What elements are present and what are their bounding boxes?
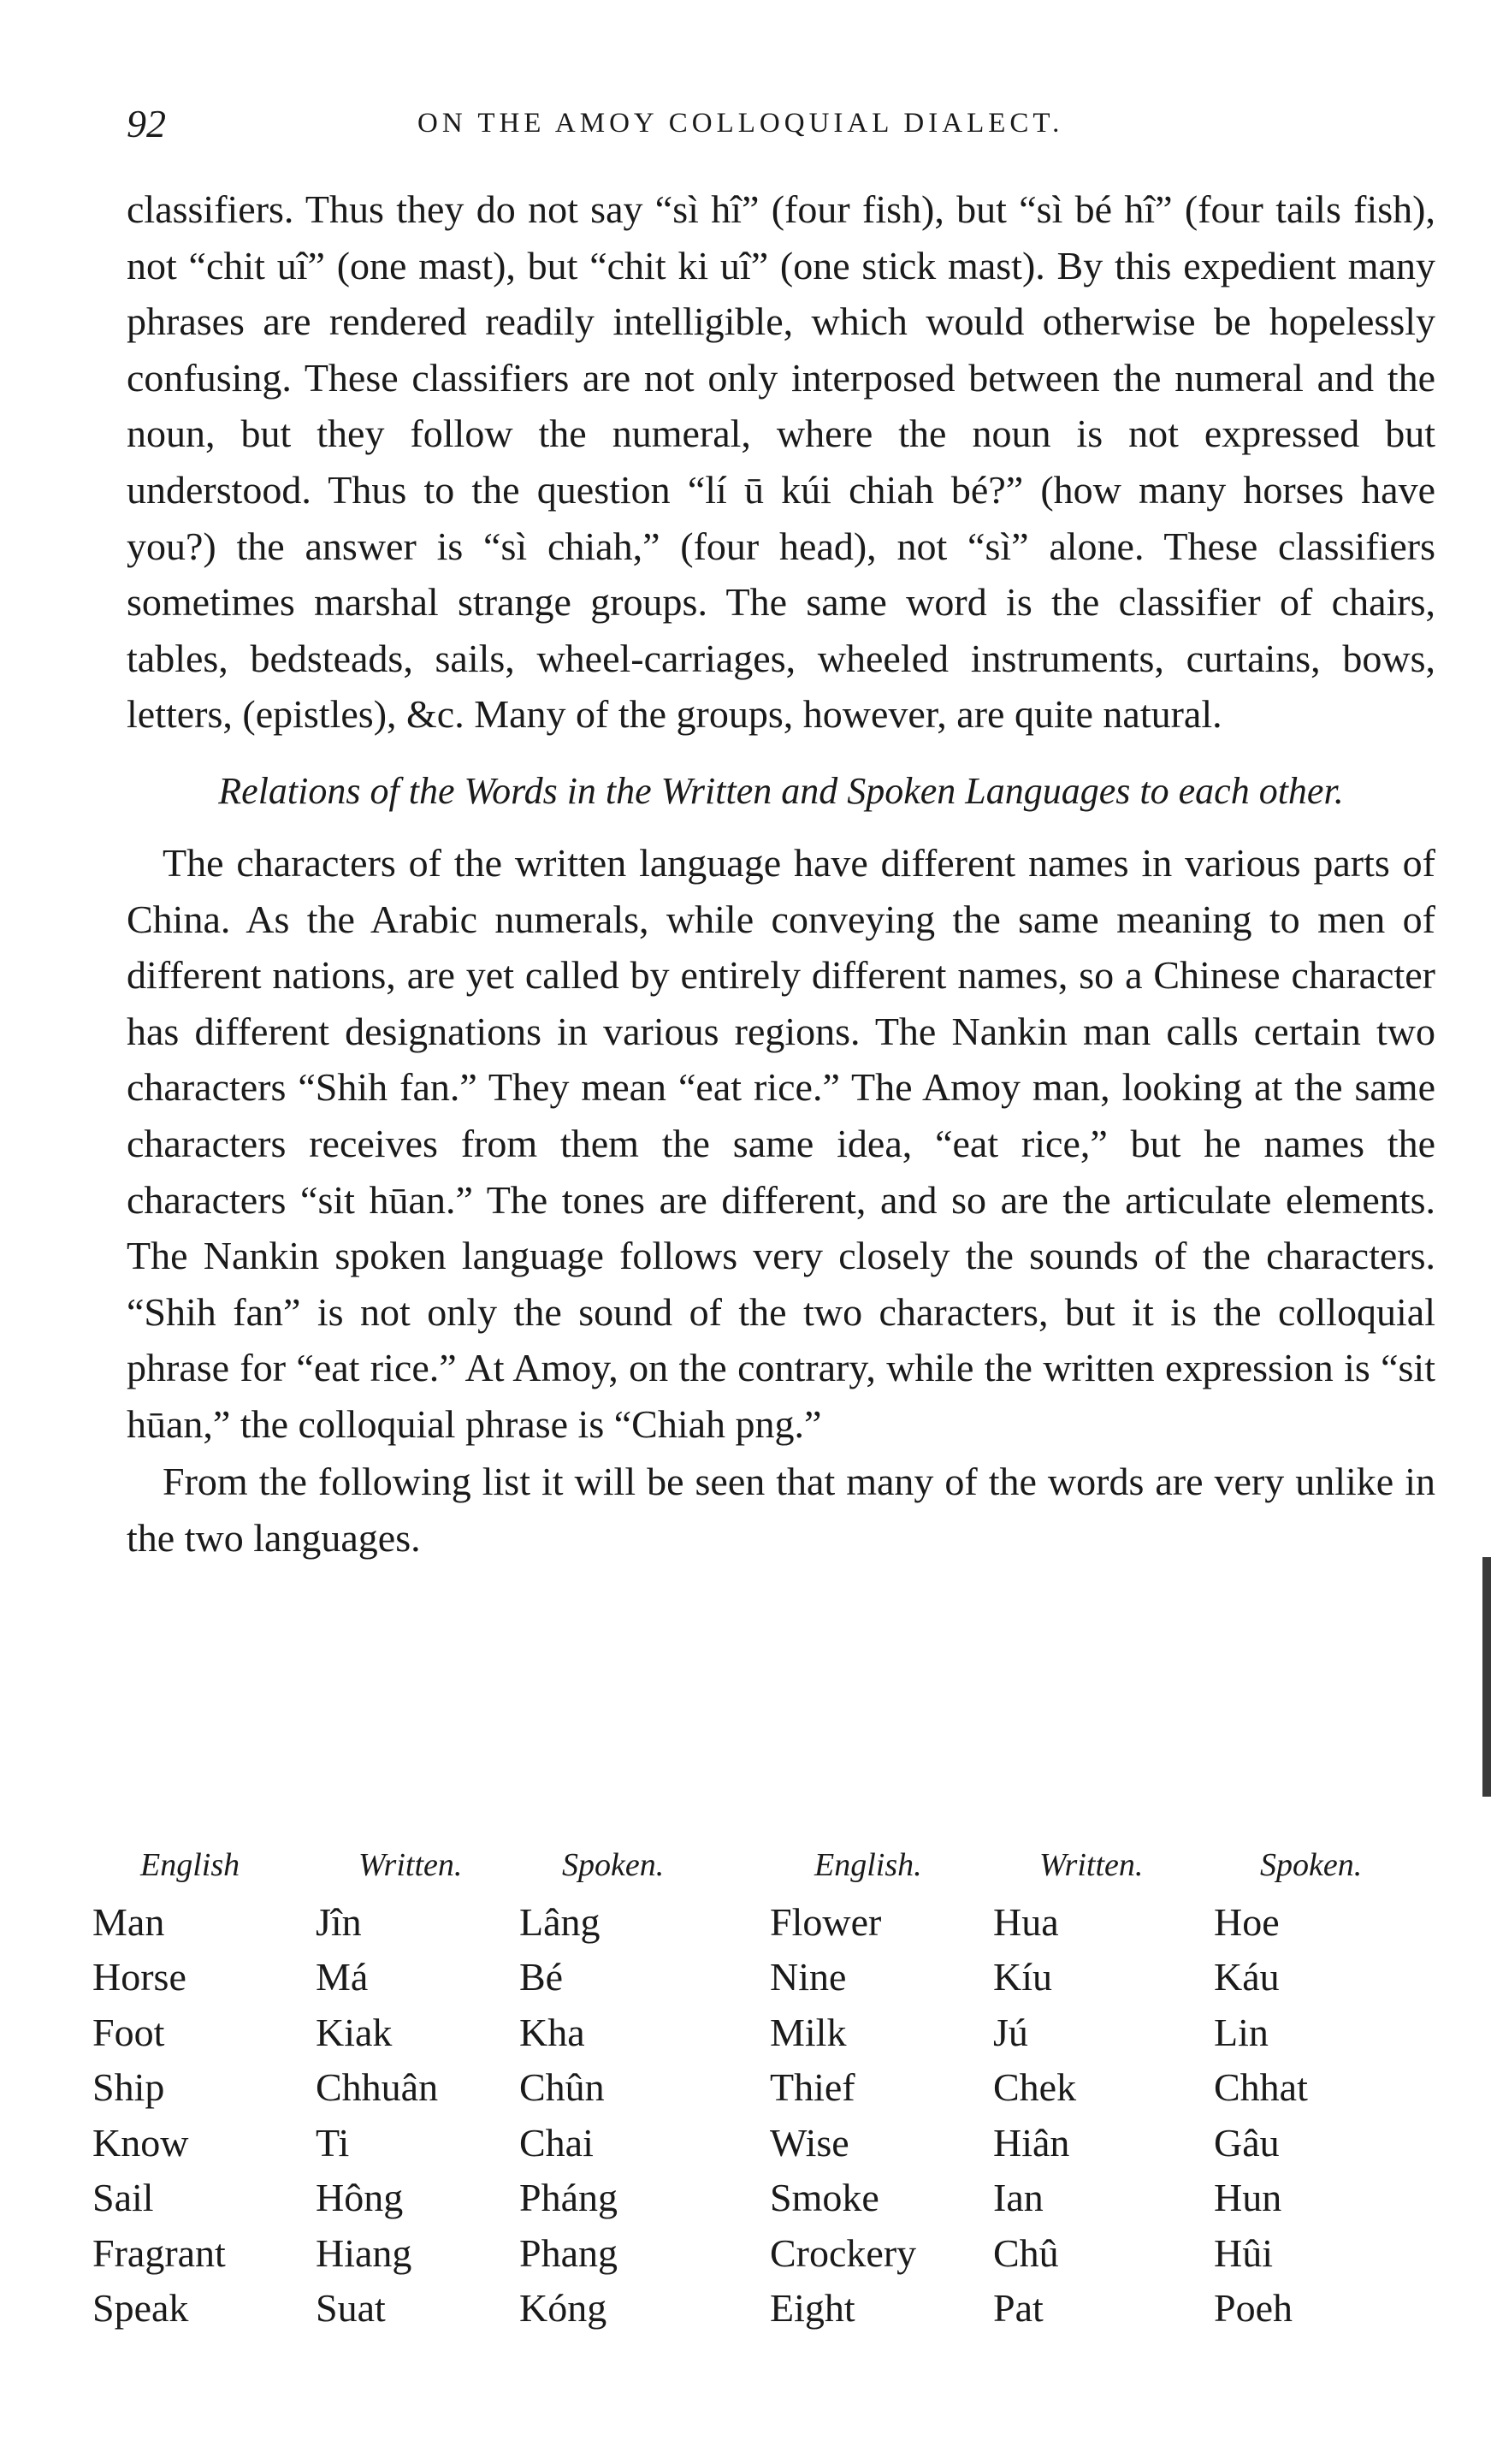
table-cell: Má xyxy=(316,1955,369,1999)
table-cell: Flower xyxy=(770,1899,882,1944)
table-row xyxy=(92,2005,1427,2060)
table-cell: Crockery xyxy=(770,2230,917,2275)
body-text xyxy=(127,181,1435,1567)
page-header xyxy=(127,101,1444,152)
table-cell: Horse xyxy=(92,1955,186,1999)
table-cell: Thief xyxy=(770,2065,855,2110)
table-cell: Pat xyxy=(993,2286,1044,2331)
table-cell: Ship xyxy=(92,2065,165,2110)
table-row xyxy=(92,2060,1427,2116)
table-cell: Sail xyxy=(92,2176,154,2220)
paragraph-characters: The characters of the written language have different names in various parts of China. As the Arabic numerals, while conveying the same meaning to men of different nations, are yet called by entirely different names, so a Chinese character has different designations in various regions. The Nankin man calls certain two characters “Shih fan.” They mean “eat rice.” The Amoy man, looking at the same characters receives from them the same idea, “eat rice,” but he names the characters “sit hūan.” The tones are different, and so are the articulate elements. The Nankin spoken language follows very closely the sounds of the characters. “Shih fan” is not only the sound of the two characters, but it is the colloquial phrase for “eat rice.” At Amoy, on the contrary, while the written expression is “sit hūan,” the colloquial phrase is “Chiah png.” xyxy=(127,840,1435,1446)
table-cell: Chû xyxy=(993,2230,1059,2275)
vocabulary-table xyxy=(92,1846,1427,2336)
table-cell: Hoe xyxy=(1214,1899,1280,1944)
table-cell: Lâng xyxy=(519,1899,601,1944)
table-cell: Pháng xyxy=(519,2176,618,2220)
table-row xyxy=(92,2225,1427,2281)
section-heading: Relations of the Words in the Written and Spoken Languages to each other. xyxy=(218,769,1344,812)
table-cell: Ti xyxy=(316,2120,350,2165)
table-row xyxy=(92,2115,1427,2171)
table-cell: Hiân xyxy=(993,2120,1070,2165)
table-cell: Poeh xyxy=(1214,2286,1293,2331)
table-cell: Know xyxy=(92,2120,189,2165)
table-cell: Jú xyxy=(993,2010,1028,2054)
table-cell: Suat xyxy=(316,2286,386,2331)
table-cell: Smoke xyxy=(770,2176,879,2220)
table-cell: Jîn xyxy=(316,1899,362,1944)
column-header: Spoken. xyxy=(1260,1847,1363,1883)
table-cell: Hua xyxy=(993,1899,1059,1944)
table-cell: Chûn xyxy=(519,2065,605,2110)
column-header: Written. xyxy=(358,1847,463,1883)
table-row xyxy=(92,1950,1427,2005)
table-cell: Hiang xyxy=(316,2230,412,2275)
table-cell: Hûi xyxy=(1214,2230,1273,2275)
table-cell: Chhat xyxy=(1214,2065,1308,2110)
table-row xyxy=(92,1894,1427,1950)
vocabulary-table-header xyxy=(92,1846,1427,1894)
table-cell: Kiak xyxy=(316,2010,393,2054)
paragraph-list-intro: From the following list it will be seen that many of the words are very unlike in the two languages. xyxy=(127,1460,1435,1561)
table-cell: Wise xyxy=(770,2120,849,2165)
table-cell: Kóng xyxy=(519,2286,607,2331)
column-header: Written. xyxy=(1039,1847,1144,1883)
table-cell: Chhuân xyxy=(316,2065,439,2110)
table-cell: Hông xyxy=(316,2176,404,2220)
table-cell: Fragrant xyxy=(92,2230,226,2275)
table-cell: Phang xyxy=(519,2230,618,2275)
table-cell: Eight xyxy=(770,2286,855,2331)
table-cell: Ian xyxy=(993,2176,1044,2220)
column-header: English. xyxy=(814,1847,922,1883)
table-cell: Hun xyxy=(1214,2176,1282,2220)
table-cell: Kíu xyxy=(993,1955,1052,1999)
table-cell: Nine xyxy=(770,1955,847,1999)
table-cell: Speak xyxy=(92,2286,189,2331)
table-cell: Lin xyxy=(1214,2010,1269,2054)
column-header: Spoken. xyxy=(562,1847,665,1883)
table-cell: Chai xyxy=(519,2120,594,2165)
column-header: English xyxy=(140,1847,240,1883)
running-title: ON THE AMOY COLLOQUIAL DIALECT. xyxy=(417,108,1064,139)
table-cell: Káu xyxy=(1214,1955,1280,1999)
table-cell: Man xyxy=(92,1899,165,1944)
table-cell: Foot xyxy=(92,2010,165,2054)
table-row xyxy=(92,2281,1427,2337)
paragraph-classifiers: classifiers. Thus they do not say “sì hî” (four fish), but “sì bé hî” (four tails fish), not “chit uî” (one mast), but “chit ki uî” (one stick mast). By this expedient many phrases are rendered readily intelligible, which would otherwise be hopelessly confusing. These classifiers are not only interposed between the numeral and the noun, but they follow the numeral, where the noun is not expressed but understood. Thus to the question “lí ū kúi chiah bé?” (how many horses have you?) the answer is “sì chiah,” (four head), not “sì” alone. These classifiers sometimes marshal strange groups. The same word is the classifier of chairs, tables, bedsteads, sails, wheel-carriages, wheeled instruments, curtains, bows, letters, (epistles), &c. Many of the groups, however, are quite natural. xyxy=(127,187,1435,737)
table-cell: Gâu xyxy=(1214,2120,1280,2165)
table-cell: Chek xyxy=(993,2065,1077,2110)
scan-edge-mark xyxy=(1482,1557,1491,1797)
table-row xyxy=(92,2171,1427,2226)
page-number: 92 xyxy=(127,102,166,145)
table-cell: Bé xyxy=(519,1955,564,1999)
table-cell: Kha xyxy=(519,2010,585,2054)
table-cell: Milk xyxy=(770,2010,847,2054)
